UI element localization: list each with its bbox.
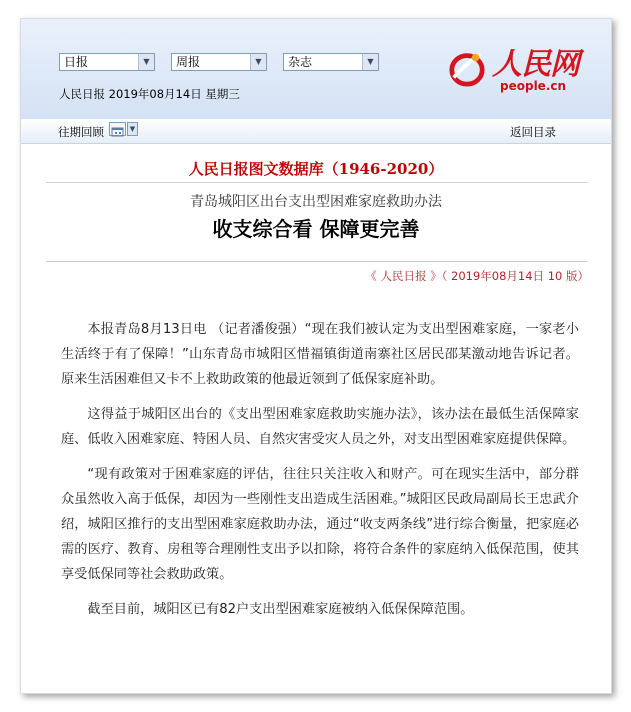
logo-name: 人民网	[492, 47, 579, 82]
article-paragraph: 截至目前，城阳区已有82户支出型困难家庭被纳入低保保障范围。	[87, 602, 474, 617]
divider	[46, 182, 588, 183]
article-headline: 收支综合看 保障更完善	[212, 217, 420, 241]
logo-mark-icon	[448, 49, 486, 87]
article-subtitle: 青岛城阳区出台支出型困难家庭救助办法	[190, 194, 442, 210]
calendar-dropdown-icon[interactable]: ▼	[127, 122, 138, 136]
page-frame	[20, 18, 612, 694]
article-paragraph: 这得益于城阳区出台的《支出型困难家庭救助实施办法》，该办法在最低生活保障家庭、低收入困难家庭、特困人员、自然灾害受灾人员之外，对支出型困难家庭提供保障。	[61, 407, 579, 447]
magazine-value: 杂志	[288, 55, 313, 69]
logo-url: people.cn	[500, 79, 567, 93]
back-to-index-link[interactable]: 返回目录	[510, 125, 556, 139]
chevron-down-icon: ▼	[362, 54, 378, 70]
article-source[interactable]: 《 人民日报 》（ 2019年08月14日 10 版）	[365, 269, 589, 283]
chevron-down-icon: ▼	[138, 54, 154, 70]
paper-type-value: 日报	[64, 55, 89, 69]
weekly-select[interactable]	[171, 53, 267, 71]
chevron-down-icon: ▼	[250, 54, 266, 70]
paper-type-select[interactable]	[59, 53, 155, 71]
article-paragraph: 本报青岛8月13日电 （记者潘俊强）“现在我们被认定为支出型困难家庭，一家老小生活终于有了保障！”山东青岛市城阳区惜福镇街道南寨社区居民邵某激动地告诉记者。原来生活困难但又卡不上救助政策的他最近领到了低保家庭补助。	[61, 322, 579, 387]
calendar-icon[interactable]	[109, 122, 126, 136]
article-body	[61, 317, 579, 632]
calendar-grid-icon	[110, 126, 125, 138]
header	[21, 19, 611, 120]
magazine-select[interactable]	[283, 53, 379, 71]
article-paragraph: “现有政策对于困难家庭的评估，往往只关注收入和财产。可在现实生活中，部分群众虽然收入高于低保，却因为一些刚性支出造成生活困难。”城阳区民政局副局长王忠武介绍，城阳区推行的支出型困难家庭救助办法，通过“收支两条线”进行综合衡量，把家庭必需的医疗、教育、房租等合理刚性支出予以扣除，将符合条件的家庭纳入低保范围，使其享受低保同等社会救助政策。	[61, 467, 579, 582]
people-logo[interactable]	[448, 39, 598, 99]
divider	[46, 261, 588, 262]
database-title: 人民日报图文数据库（1946-2020）	[188, 160, 444, 178]
issue-date: 人民日报 2019年08月14日 星期三	[59, 87, 240, 101]
nav-bar	[21, 119, 611, 144]
weekly-value: 周报	[176, 55, 201, 69]
past-issues-link[interactable]: 往期回顾	[58, 125, 104, 139]
